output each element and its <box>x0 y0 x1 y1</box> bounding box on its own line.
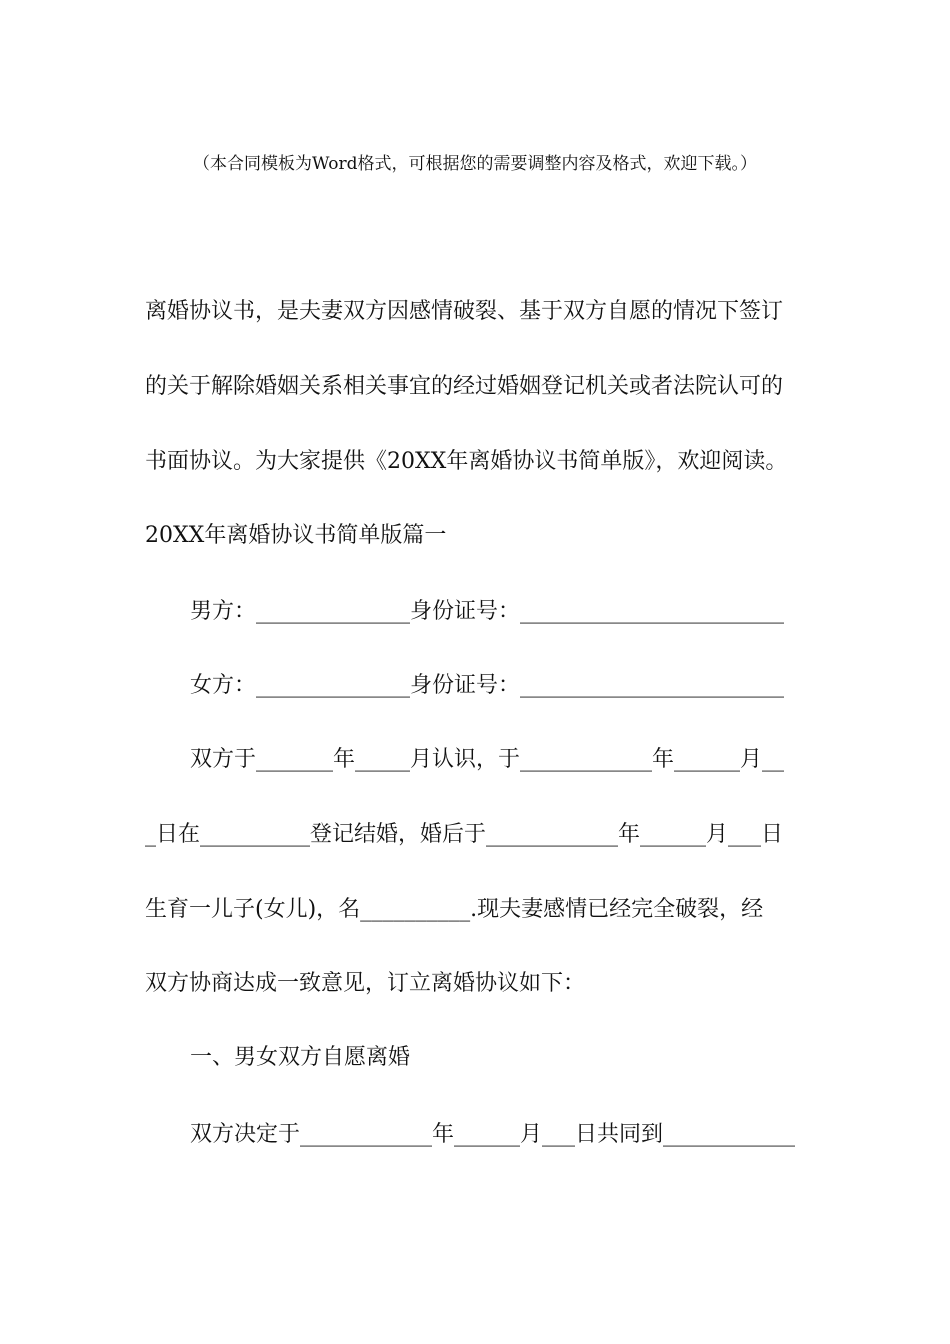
marriage-paragraph-line-2: _日在__________登记结婚，婚后于____________年______月___日 <box>145 822 784 847</box>
intro-line-1: 离婚协议书，是夫妻双方因感情破裂、基于双方自愿的情况下签订 <box>145 299 784 324</box>
intro-line-3: 书面协议。为大家提供《20XX年离婚协议书简单版》，欢迎阅读。 <box>145 449 788 474</box>
male-party-line: 男方：______________身份证号：________________________ <box>190 599 785 624</box>
clause-1-title: 一、男女双方自愿离婚 <box>190 1045 411 1070</box>
section-title: 20XX年离婚协议书简单版篇一 <box>145 523 447 548</box>
marriage-paragraph-line-3: 生育一儿子(女儿)，名__________.现夫妻感情已经完全破裂，经 <box>145 897 764 922</box>
intro-line-2: 的关于解除婚姻关系相关事宜的经过婚姻登记机关或者法院认可的 <box>145 374 784 399</box>
female-party-line: 女方：______________身份证号：________________________ <box>190 673 785 698</box>
template-format-note: （本合同模板为Word格式，可根据您的需要调整内容及格式，欢迎下载。） <box>192 154 758 174</box>
clause-1-text: 双方决定于____________年______月___日共同到____________ <box>190 1122 796 1147</box>
marriage-paragraph-line-4: 双方协商达成一致意见，订立离婚协议如下： <box>145 971 586 996</box>
marriage-paragraph-line-1: 双方于_______年_____月认识，于____________年______月__ <box>190 747 785 772</box>
